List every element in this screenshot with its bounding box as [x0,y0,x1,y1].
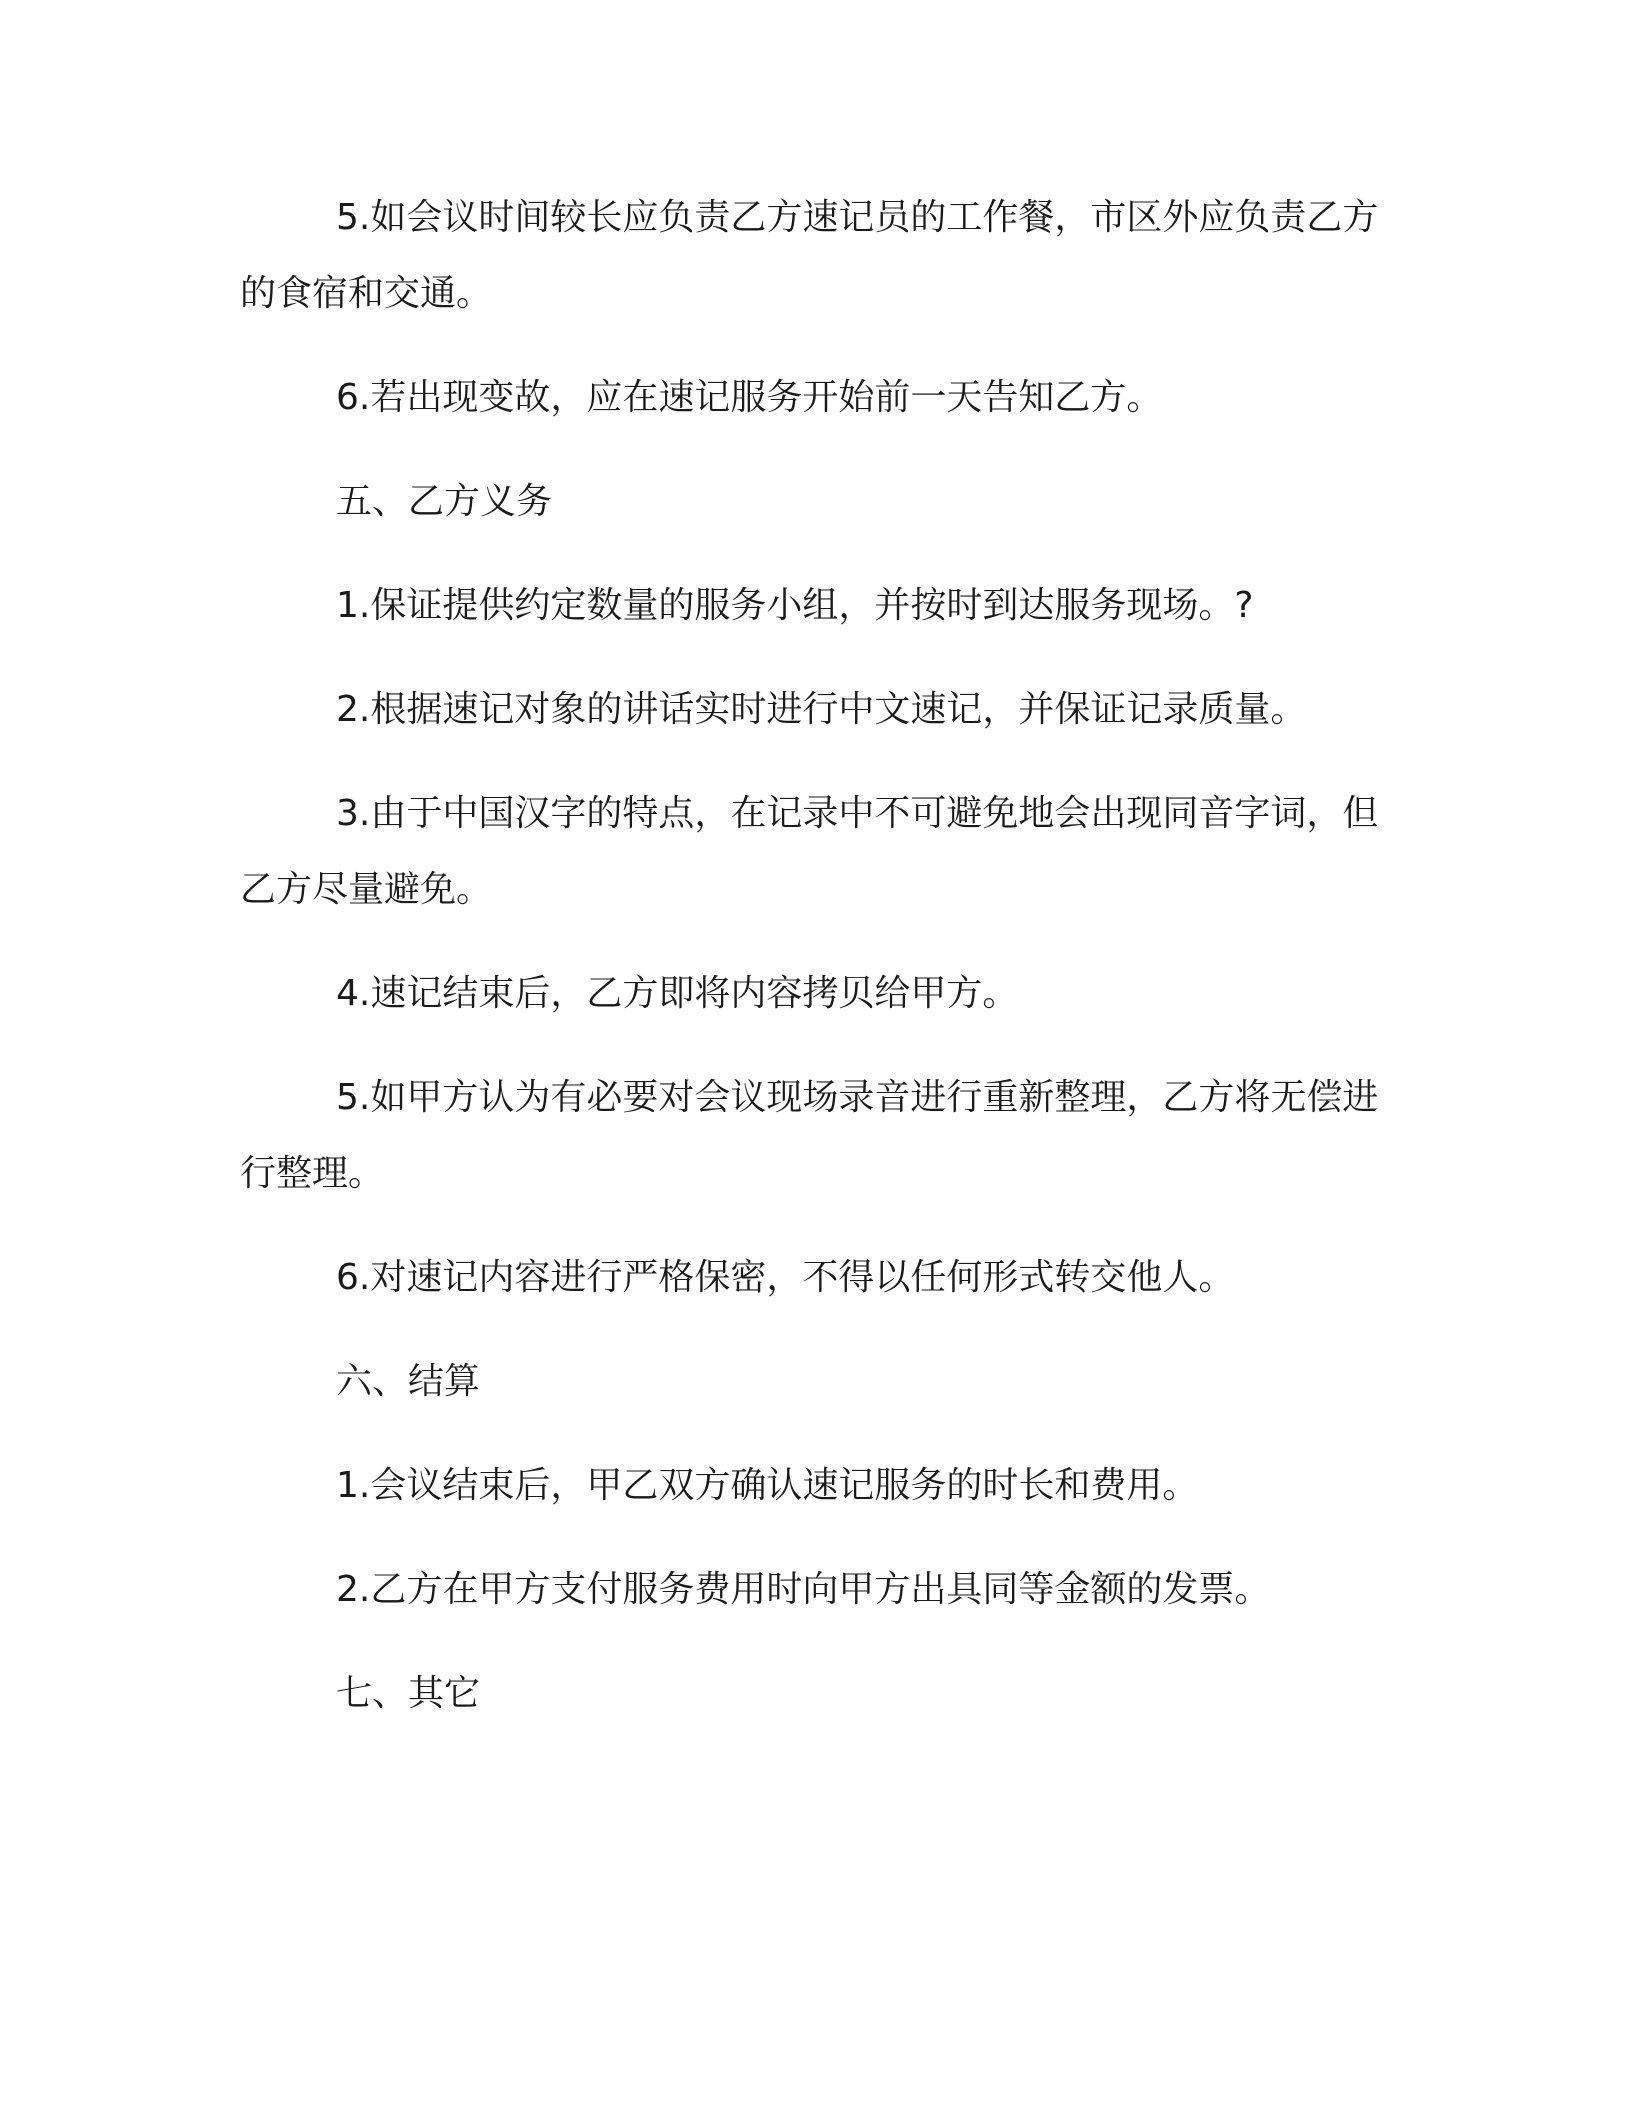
clause-b3-homophones: 3.由于中国汉字的特点，在记录中不可避免地会出现同音字词，但乙方尽量避免。 [240,793,1379,910]
clause-b4-copy: 4.速记结束后，乙方即将内容拷贝给甲方。 [336,973,1019,1014]
section-heading-party-b-obligations: 五、乙方义务 [336,481,553,522]
clause-c2-invoice: 2.乙方在甲方支付服务费用时向甲方出具同等金额的发票。 [336,1569,1271,1610]
clause-a6-notice: 6.若出现变故，应在速记服务开始前一天告知乙方。 [336,377,1163,418]
clause-b6-confidential: 6.对速记内容进行严格保密，不得以任何形式转交他人。 [336,1257,1235,1298]
document-body [240,180,1380,1760]
clause-b5-reorganize: 5.如甲方认为有必要对会议现场录音进行重新整理，乙方将无偿进行整理。 [240,1077,1379,1194]
clause-c1-confirm: 1.会议结束后，甲乙双方确认速记服务的时长和费用。 [336,1465,1199,1506]
clause-a5-meals: 5.如会议时间较长应负责乙方速记员的工作餐，市区外应负责乙方的食宿和交通。 [240,197,1379,314]
clause-b1-service-team: 1.保证提供约定数量的服务小组，并按时到达服务现场。? [336,585,1254,626]
clause-b2-realtime: 2.根据速记对象的讲话实时进行中文速记，并保证记录质量。 [336,689,1307,730]
section-heading-others: 七、其它 [336,1673,481,1714]
section-heading-settlement: 六、结算 [336,1361,481,1402]
